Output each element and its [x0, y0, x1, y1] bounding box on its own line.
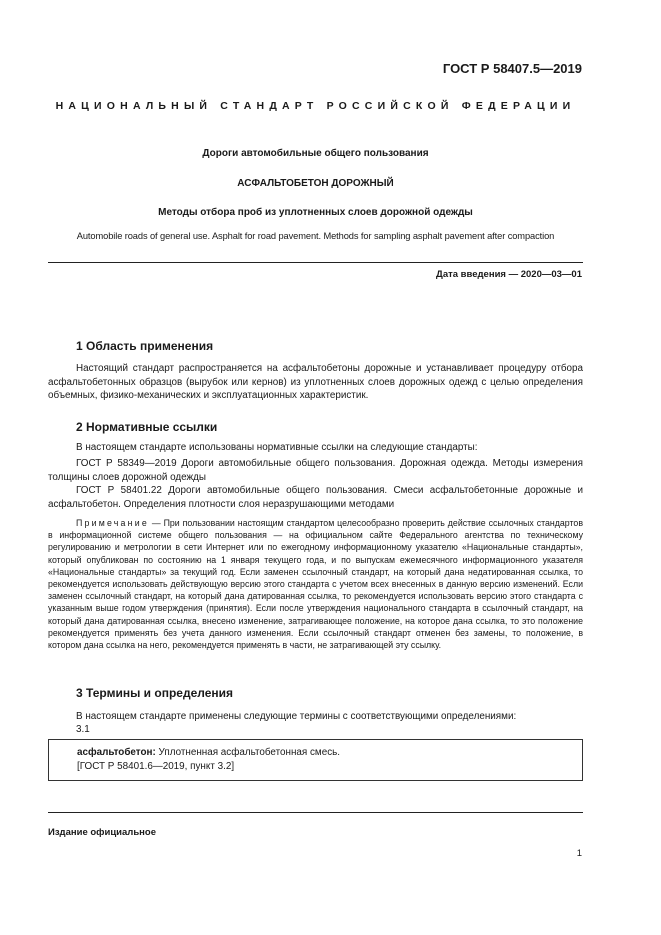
section-1-heading: 1 Область применения — [76, 339, 214, 353]
title-divider — [48, 262, 583, 263]
title-english: Automobile roads of general use. Asphalt for road pavement. Methods for sampling asphalt pavement after compaction — [76, 231, 555, 241]
national-standard-banner: НАЦИОНАЛЬНЫЙ СТАНДАРТ РОССИЙСКОЙ ФЕДЕРАЦИИ — [55, 100, 576, 112]
term-definition — [77, 746, 340, 773]
reference-1-text: ГОСТ Р 58349—2019 Дороги автомобильные общего пользования. Дорожная одежда. Методы измерения толщины слоев дорожной одежды — [48, 458, 583, 483]
term-source: [ГОСТ Р 58401.6—2019, пункт 3.2] — [77, 760, 235, 772]
page-number: 1 — [576, 848, 582, 859]
note-label: Примечание — [76, 518, 149, 528]
section-3-intro: В настоящем стандарте применены следующие термины с соответствующими определениями: — [76, 711, 517, 722]
reference-2-text: ГОСТ Р 58401.22 Дороги автомобильные общего пользования. Смеси асфальтобетонные дорожные и асфальтобетон. Определения плотности слоя неразрушающими методами — [48, 485, 583, 510]
section-2-heading: 2 Нормативные ссылки — [76, 420, 218, 434]
section-1-body: Настоящий стандарт распространяется на асфальтобетоны дорожные и устанавливает процедуру отбора асфальтобетонных образцов (вырубок или кернов) из уплотненных слоев дорожных одежд с целью определения объемных, физико-механических и эксплуатационных характеристик. — [48, 363, 583, 402]
edition-label: Издание официальное — [48, 827, 156, 838]
reference-1 — [48, 457, 583, 484]
note-text: — При пользовании настоящим стандартом целесообразно проверить действие ссылочных стандартов в информационной системе общего пользования — на официальном сайте Федерального агентства по техническому регулированию и метрологии в сети Интернет или по ежегодному информационному указателю «Национальные стандарты», который опубликован по состоянию на 1 января текущего года, и по выпускам ежемесячного информационного указателя «Национальные стандарты» за текущий год. Если заменен ссылочный стандарт, на который дана недатированная ссылка, то рекомендуется использовать действующую версию этого стандарта с учетом всех внесенных в данную версию изменений. Если заменен ссылочный стандарт, на который дана датированная ссылка, то рекомендуется использовать версию этого стандарта с указанным выше годом утверждения (принятия). Если после утверждения национального стандарта в ссылочный стандарт, на который дана датированная ссылка, внесено изменение, затрагивающее положение, на которое дана ссылка, то это положение рекомендуется применять без учета данного изменения. Если ссылочный стандарт отменен без замены, то положение, в котором дана ссылка на него, рекомендуется применять в части, не затрагивающей эту ссылку. — [48, 518, 583, 651]
document-designation: ГОСТ Р 58407.5—2019 — [442, 61, 582, 76]
introduction-date: Дата введения — 2020—03—01 — [436, 269, 582, 280]
term-number: 3.1 — [76, 724, 90, 735]
term-definition-text: Уплотненная асфальтобетонная смесь. — [155, 747, 341, 758]
title-line-2: АСФАЛЬТОБЕТОН ДОРОЖНЫЙ — [237, 178, 394, 189]
title-line-3: Методы отбора проб из уплотненных слоев дорожной одежды — [158, 207, 473, 218]
reference-note — [48, 517, 583, 651]
section-3-heading: 3 Термины и определения — [76, 686, 234, 700]
term-name: асфальтобетон: — [77, 747, 156, 758]
section-2-intro: В настоящем стандарте использованы нормативные ссылки на следующие стандарты: — [76, 442, 478, 453]
title-line-1: Дороги автомобильные общего пользования — [202, 148, 429, 159]
reference-2 — [48, 484, 583, 511]
section-1-text — [48, 362, 583, 403]
footer-divider — [48, 812, 583, 813]
